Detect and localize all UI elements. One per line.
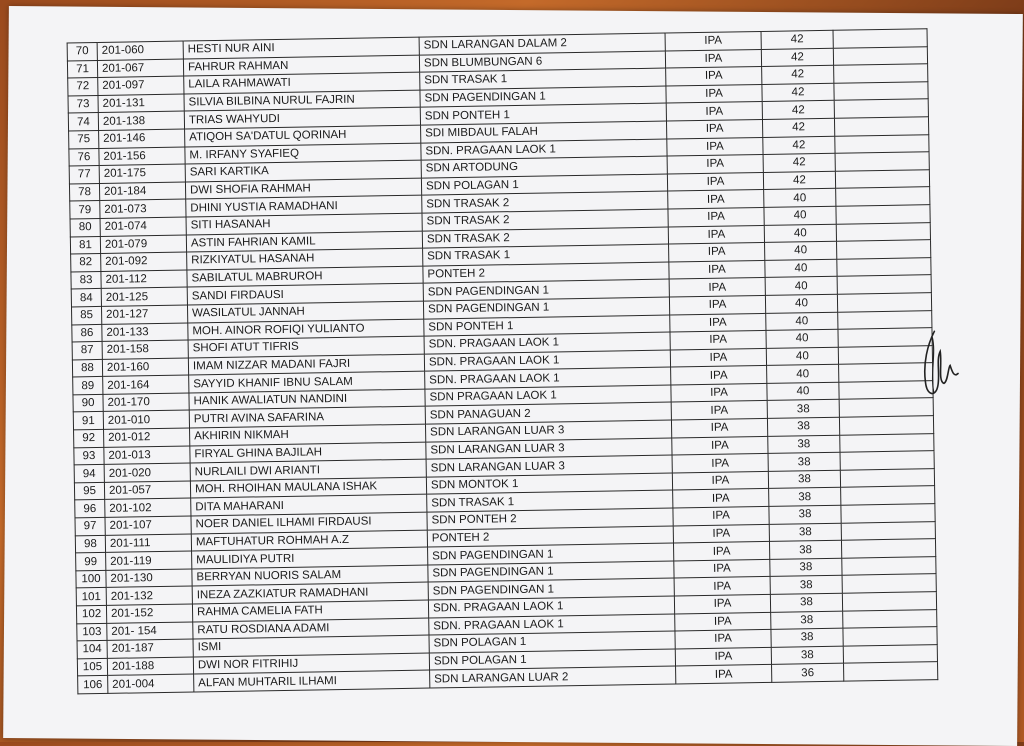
student-code-cell: 201-112 bbox=[101, 270, 187, 289]
score-cell: 42 bbox=[762, 83, 834, 102]
student-code-cell: 201-012 bbox=[104, 428, 190, 447]
school-name-cell: SDN TRASAK 2 bbox=[422, 209, 668, 231]
score-cell: 40 bbox=[767, 382, 839, 401]
student-code-cell: 201-133 bbox=[102, 323, 188, 342]
student-name-cell: M. IRFANY SYAFIEQ bbox=[185, 143, 421, 165]
student-name-cell: ASTIN FAHRIAN KAMIL bbox=[186, 231, 422, 253]
student-code-cell: 201-013 bbox=[104, 446, 190, 465]
empty-cell bbox=[841, 504, 935, 523]
row-number-cell: 72 bbox=[68, 78, 98, 96]
school-name-cell: SDN ARTODUNG bbox=[421, 156, 667, 178]
student-name-cell: HESTI NUR AINI bbox=[183, 37, 419, 59]
student-code-cell: 201-188 bbox=[107, 657, 193, 676]
student-name-cell: ALFAN MUHTARIL ILHAMI bbox=[194, 670, 430, 692]
school-name-cell: SDN PAGENDINGAN 1 bbox=[428, 578, 674, 600]
student-code-cell: 201-175 bbox=[99, 164, 185, 183]
student-name-cell: SARI KARTIKA bbox=[185, 160, 421, 182]
school-name-cell: SDN. PRAGAAN LAOK 1 bbox=[428, 596, 674, 618]
row-number-cell: 79 bbox=[70, 201, 100, 219]
empty-cell bbox=[836, 187, 930, 206]
handwritten-signature bbox=[918, 323, 963, 403]
student-code-cell: 201-164 bbox=[103, 375, 189, 394]
student-name-cell: DWI NOR FITRIHIJ bbox=[193, 653, 429, 675]
subject-cell: IPA bbox=[673, 506, 769, 525]
score-cell: 40 bbox=[764, 224, 836, 243]
row-number-cell: 99 bbox=[76, 553, 106, 571]
school-name-cell: SDN TRASAK 2 bbox=[422, 227, 668, 249]
empty-cell bbox=[837, 240, 931, 259]
subject-cell: IPA bbox=[671, 401, 767, 420]
student-name-cell: MOH. AINOR ROFIQI YULIANTO bbox=[188, 319, 424, 341]
student-name-cell: AKHIRIN NIKMAH bbox=[190, 424, 426, 446]
subject-cell: IPA bbox=[671, 383, 767, 402]
score-cell: 40 bbox=[766, 312, 838, 331]
school-name-cell: SDN TRASAK 1 bbox=[427, 490, 673, 512]
school-name-cell: SDN PAGENDINGAN 1 bbox=[423, 279, 669, 301]
row-number-cell: 75 bbox=[69, 130, 99, 148]
row-number-cell: 94 bbox=[74, 465, 104, 483]
row-number-cell: 101 bbox=[76, 588, 106, 606]
school-name-cell: SDN BLUMBUNGAN 6 bbox=[419, 51, 665, 73]
school-name-cell: SDN TRASAK 1 bbox=[423, 244, 669, 266]
student-name-cell: HANIK AWALIATUN NANDINI bbox=[189, 389, 425, 411]
student-code-cell: 201-067 bbox=[97, 59, 183, 78]
student-code-cell: 201-152 bbox=[106, 604, 192, 623]
school-name-cell: SDN PONTEH 2 bbox=[427, 508, 673, 530]
empty-cell bbox=[843, 627, 937, 646]
student-code-cell: 201-146 bbox=[99, 129, 185, 148]
score-cell: 40 bbox=[765, 241, 837, 260]
student-name-cell: RATU ROSDIANA ADAMI bbox=[193, 618, 429, 640]
school-name-cell: SDN LARANGAN LUAR 2 bbox=[430, 666, 676, 688]
student-code-cell: 201-107 bbox=[105, 516, 191, 535]
empty-cell bbox=[836, 205, 930, 224]
subject-cell: IPA bbox=[671, 366, 767, 385]
score-table-body bbox=[67, 29, 938, 694]
school-name-cell: SDN LARANGAN LUAR 3 bbox=[425, 420, 671, 442]
score-cell: 40 bbox=[764, 189, 836, 208]
paper-sheet bbox=[3, 6, 1023, 746]
score-cell: 42 bbox=[762, 65, 834, 84]
subject-cell: IPA bbox=[674, 559, 770, 578]
subject-cell: IPA bbox=[665, 31, 761, 50]
row-number-cell: 73 bbox=[68, 95, 98, 113]
score-cell: 38 bbox=[770, 576, 842, 595]
student-code-cell: 201-074 bbox=[100, 217, 186, 236]
student-name-cell: FIRYAL GHINA BAJILAH bbox=[190, 442, 426, 464]
empty-cell bbox=[839, 416, 933, 435]
subject-cell: IPA bbox=[673, 489, 769, 508]
subject-cell: IPA bbox=[676, 665, 772, 684]
empty-cell bbox=[834, 64, 928, 83]
row-number-cell: 84 bbox=[71, 289, 101, 307]
row-number-cell: 80 bbox=[70, 218, 100, 236]
school-name-cell: SDN. PRAGAAN LAOK 1 bbox=[424, 350, 670, 372]
school-name-cell: SDN LARANGAN DALAM 2 bbox=[419, 33, 665, 55]
empty-cell bbox=[842, 556, 936, 575]
student-code-cell: 201-187 bbox=[107, 639, 193, 658]
student-name-cell: FAHRUR RAHMAN bbox=[183, 55, 419, 77]
subject-cell: IPA bbox=[667, 172, 763, 191]
student-code-cell: 201-130 bbox=[106, 569, 192, 588]
student-code-cell: 201-073 bbox=[100, 199, 186, 218]
row-number-cell: 78 bbox=[69, 183, 99, 201]
student-name-cell: DWI SHOFIA RAHMAH bbox=[185, 178, 421, 200]
row-number-cell: 90 bbox=[73, 394, 103, 412]
student-name-cell: PUTRI AVINA SAFARINA bbox=[189, 407, 425, 429]
score-cell: 38 bbox=[767, 417, 839, 436]
student-name-cell: SANDI FIRDAUSI bbox=[187, 283, 423, 305]
row-number-cell: 95 bbox=[74, 482, 104, 500]
student-code-cell: 201-138 bbox=[98, 111, 184, 130]
student-code-cell: 201-102 bbox=[105, 498, 191, 517]
row-number-cell: 89 bbox=[73, 377, 103, 395]
row-number-cell: 104 bbox=[77, 641, 107, 659]
empty-cell bbox=[836, 222, 930, 241]
subject-cell: IPA bbox=[669, 295, 765, 314]
student-code-cell: 201-158 bbox=[102, 340, 188, 359]
subject-cell: IPA bbox=[670, 348, 766, 367]
row-number-cell: 91 bbox=[73, 412, 103, 430]
empty-cell bbox=[842, 592, 936, 611]
school-name-cell: SDN PAGENDINGAN 1 bbox=[428, 543, 674, 565]
student-name-cell: INEZA ZAZKIATUR RAMADHANI bbox=[192, 582, 428, 604]
student-code-cell: 201-092 bbox=[101, 252, 187, 271]
student-name-cell: DITA MAHARANI bbox=[191, 495, 427, 517]
empty-cell bbox=[833, 46, 927, 65]
student-code-cell: 201-111 bbox=[105, 534, 191, 553]
school-name-cell: SDN PAGENDINGAN 1 bbox=[420, 86, 666, 108]
subject-cell: IPA bbox=[672, 454, 768, 473]
student-code-cell: 201-131 bbox=[98, 94, 184, 113]
score-cell: 42 bbox=[763, 136, 835, 155]
subject-cell: IPA bbox=[668, 207, 764, 226]
subject-cell: IPA bbox=[666, 102, 762, 121]
student-code-cell: 201-097 bbox=[98, 76, 184, 95]
school-name-cell: SDN TRASAK 2 bbox=[422, 191, 668, 213]
student-name-cell: SILVIA BILBINA NURUL FAJRIN bbox=[184, 90, 420, 112]
score-cell: 38 bbox=[770, 558, 842, 577]
subject-cell: IPA bbox=[672, 436, 768, 455]
score-cell: 38 bbox=[768, 470, 840, 489]
school-name-cell: PONTEH 2 bbox=[427, 526, 673, 548]
student-name-cell: IMAM NIZZAR MADANI FAJRI bbox=[188, 354, 424, 376]
empty-cell bbox=[837, 275, 931, 294]
student-code-cell: 201-057 bbox=[104, 481, 190, 500]
subject-cell: IPA bbox=[667, 137, 763, 156]
score-cell: 38 bbox=[770, 593, 842, 612]
school-name-cell: SDN PAGENDINGAN 1 bbox=[423, 297, 669, 319]
student-name-cell: RAHMA CAMELIA FATH bbox=[192, 600, 428, 622]
row-number-cell: 87 bbox=[72, 342, 102, 360]
row-number-cell: 86 bbox=[72, 324, 102, 342]
school-name-cell: SDN. PRAGAAN LAOK 1 bbox=[421, 139, 667, 161]
school-name-cell: SDN PAGENDINGAN 1 bbox=[428, 561, 674, 583]
empty-cell bbox=[835, 169, 929, 188]
empty-cell bbox=[843, 609, 937, 628]
row-number-cell: 70 bbox=[67, 42, 97, 60]
school-name-cell: SDN POLAGAN 1 bbox=[429, 649, 675, 671]
subject-cell: IPA bbox=[674, 594, 770, 613]
school-name-cell: SDI MIBDAUL FALAH bbox=[421, 121, 667, 143]
student-name-cell: ISMI bbox=[193, 635, 429, 657]
subject-cell: IPA bbox=[666, 84, 762, 103]
student-code-cell: 201-127 bbox=[101, 305, 187, 324]
empty-cell bbox=[837, 293, 931, 312]
subject-cell: IPA bbox=[670, 331, 766, 350]
subject-cell: IPA bbox=[672, 471, 768, 490]
student-name-cell: SITI HASANAH bbox=[186, 213, 422, 235]
school-name-cell: SDN. PRAGAAN LAOK 1 bbox=[425, 367, 671, 389]
row-number-cell: 85 bbox=[71, 306, 101, 324]
empty-cell bbox=[841, 521, 935, 540]
school-name-cell: SDN MONTOK 1 bbox=[426, 473, 672, 495]
student-name-cell: NURLAILI DWI ARIANTI bbox=[190, 459, 426, 481]
empty-cell bbox=[834, 117, 928, 136]
score-cell: 38 bbox=[771, 646, 843, 665]
student-code-cell: 201-170 bbox=[103, 393, 189, 412]
student-name-cell: SAYYID KHANIF IBNU SALAM bbox=[189, 371, 425, 393]
row-number-cell: 71 bbox=[67, 60, 97, 78]
student-name-cell: BERRYAN NUORIS SALAM bbox=[192, 565, 428, 587]
student-name-cell: SHOFI ATUT TIFRIS bbox=[188, 336, 424, 358]
subject-cell: IPA bbox=[673, 524, 769, 543]
score-cell: 42 bbox=[763, 153, 835, 172]
score-cell: 40 bbox=[765, 277, 837, 296]
student-code-cell: 201-132 bbox=[106, 586, 192, 605]
score-cell: 42 bbox=[761, 30, 833, 49]
student-code-cell: 201-160 bbox=[102, 358, 188, 377]
empty-cell bbox=[835, 152, 929, 171]
row-number-cell: 83 bbox=[71, 271, 101, 289]
score-cell: 38 bbox=[769, 523, 841, 542]
score-table-container bbox=[67, 28, 938, 694]
student-code-cell: 201-020 bbox=[104, 463, 190, 482]
empty-cell bbox=[835, 134, 929, 153]
empty-cell bbox=[841, 486, 935, 505]
student-name-cell: SABILATUL MABRUROH bbox=[187, 266, 423, 288]
school-name-cell: SDN PANAGUAN 2 bbox=[425, 402, 671, 424]
row-number-cell: 98 bbox=[75, 535, 105, 553]
subject-cell: IPA bbox=[669, 278, 765, 297]
student-name-cell: ATIQOH SA'DATUL QORINAH bbox=[185, 125, 421, 147]
score-cell: 40 bbox=[765, 259, 837, 278]
row-number-cell: 106 bbox=[78, 676, 108, 694]
school-name-cell: SDN POLAGAN 1 bbox=[429, 631, 675, 653]
subject-cell: IPA bbox=[675, 612, 771, 631]
row-number-cell: 96 bbox=[75, 500, 105, 518]
empty-cell bbox=[834, 81, 928, 100]
row-number-cell: 105 bbox=[77, 658, 107, 676]
row-number-cell: 102 bbox=[76, 605, 106, 623]
student-code-cell: 201-156 bbox=[99, 147, 185, 166]
school-name-cell: SDN PONTEH 1 bbox=[424, 315, 670, 337]
subject-cell: IPA bbox=[665, 49, 761, 68]
school-name-cell: SDN. PRAGAAN LAOK 1 bbox=[424, 332, 670, 354]
subject-cell: IPA bbox=[675, 630, 771, 649]
student-name-cell: MAULIDIYA PUTRI bbox=[192, 547, 428, 569]
score-cell: 42 bbox=[761, 48, 833, 67]
student-name-cell: MOH. RHOIHAN MAULANA ISHAK bbox=[190, 477, 426, 499]
student-code-cell: 201-010 bbox=[103, 410, 189, 429]
school-name-cell: SDN LARANGAN LUAR 3 bbox=[426, 438, 672, 460]
student-name-cell: NOER DANIEL ILHAMI FIRDAUSI bbox=[191, 512, 427, 534]
student-code-cell: 201-119 bbox=[106, 551, 192, 570]
empty-cell bbox=[833, 29, 927, 48]
student-code-cell: 201-079 bbox=[100, 235, 186, 254]
school-name-cell: SDN POLAGAN 1 bbox=[421, 174, 667, 196]
empty-cell bbox=[842, 574, 936, 593]
student-name-cell: LAILA RAHMAWATI bbox=[184, 72, 420, 94]
score-table bbox=[67, 28, 939, 694]
school-name-cell: SDN LARANGAN LUAR 3 bbox=[426, 455, 672, 477]
student-name-cell: MAFTUHATUR ROHMAH A.Z bbox=[191, 530, 427, 552]
row-number-cell: 100 bbox=[76, 570, 106, 588]
score-cell: 42 bbox=[762, 118, 834, 137]
score-cell: 38 bbox=[767, 400, 839, 419]
subject-cell: IPA bbox=[667, 155, 763, 174]
empty-cell bbox=[841, 539, 935, 558]
school-name-cell: SDN TRASAK 1 bbox=[420, 68, 666, 90]
subject-cell: IPA bbox=[674, 577, 770, 596]
score-cell: 38 bbox=[769, 505, 841, 524]
score-cell: 40 bbox=[767, 365, 839, 384]
row-number-cell: 81 bbox=[70, 236, 100, 254]
row-number-cell: 76 bbox=[69, 148, 99, 166]
student-code-cell: 201-184 bbox=[99, 182, 185, 201]
row-number-cell: 92 bbox=[74, 429, 104, 447]
score-cell: 38 bbox=[771, 628, 843, 647]
student-code-cell: 201-060 bbox=[97, 41, 183, 60]
empty-cell bbox=[837, 257, 931, 276]
subject-cell: IPA bbox=[670, 313, 766, 332]
subject-cell: IPA bbox=[671, 418, 767, 437]
subject-cell: IPA bbox=[669, 243, 765, 262]
row-number-cell: 97 bbox=[75, 517, 105, 535]
score-cell: 36 bbox=[772, 664, 844, 683]
school-name-cell: PONTEH 2 bbox=[423, 262, 669, 284]
score-cell: 40 bbox=[766, 347, 838, 366]
subject-cell: IPA bbox=[668, 190, 764, 209]
student-name-cell: DHINI YUSTIA RAMADHANI bbox=[186, 195, 422, 217]
school-name-cell: SDN. PRAGAAN LAOK 1 bbox=[429, 614, 675, 636]
subject-cell: IPA bbox=[666, 67, 762, 86]
score-cell: 38 bbox=[768, 435, 840, 454]
empty-cell bbox=[840, 469, 934, 488]
row-number-cell: 82 bbox=[71, 254, 101, 272]
score-cell: 40 bbox=[764, 206, 836, 225]
subject-cell: IPA bbox=[675, 647, 771, 666]
score-cell: 42 bbox=[762, 101, 834, 120]
row-number-cell: 93 bbox=[74, 447, 104, 465]
school-name-cell: SDN PRAGAAN LAOK 1 bbox=[425, 385, 671, 407]
subject-cell: IPA bbox=[666, 119, 762, 138]
score-cell: 40 bbox=[766, 329, 838, 348]
empty-cell bbox=[844, 662, 938, 681]
score-cell: 42 bbox=[763, 171, 835, 190]
row-number-cell: 74 bbox=[68, 113, 98, 131]
school-name-cell: SDN PONTEH 1 bbox=[420, 103, 666, 125]
empty-cell bbox=[840, 433, 934, 452]
empty-cell bbox=[840, 451, 934, 470]
score-cell: 38 bbox=[769, 488, 841, 507]
subject-cell: IPA bbox=[669, 260, 765, 279]
empty-cell bbox=[834, 99, 928, 118]
score-cell: 38 bbox=[771, 611, 843, 630]
student-code-cell: 201- 154 bbox=[107, 622, 193, 641]
score-cell: 40 bbox=[765, 294, 837, 313]
student-code-cell: 201-125 bbox=[101, 287, 187, 306]
student-name-cell: TRIAS WAHYUDI bbox=[184, 108, 420, 130]
score-cell: 38 bbox=[769, 540, 841, 559]
student-code-cell: 201-004 bbox=[108, 674, 194, 693]
row-number-cell: 88 bbox=[72, 359, 102, 377]
student-name-cell: WASILATUL JANNAH bbox=[187, 301, 423, 323]
row-number-cell: 103 bbox=[77, 623, 107, 641]
subject-cell: IPA bbox=[673, 542, 769, 561]
student-name-cell: RIZKIYATUL HASANAH bbox=[187, 248, 423, 270]
subject-cell: IPA bbox=[668, 225, 764, 244]
row-number-cell: 77 bbox=[69, 166, 99, 184]
empty-cell bbox=[843, 644, 937, 663]
score-cell: 38 bbox=[768, 452, 840, 471]
